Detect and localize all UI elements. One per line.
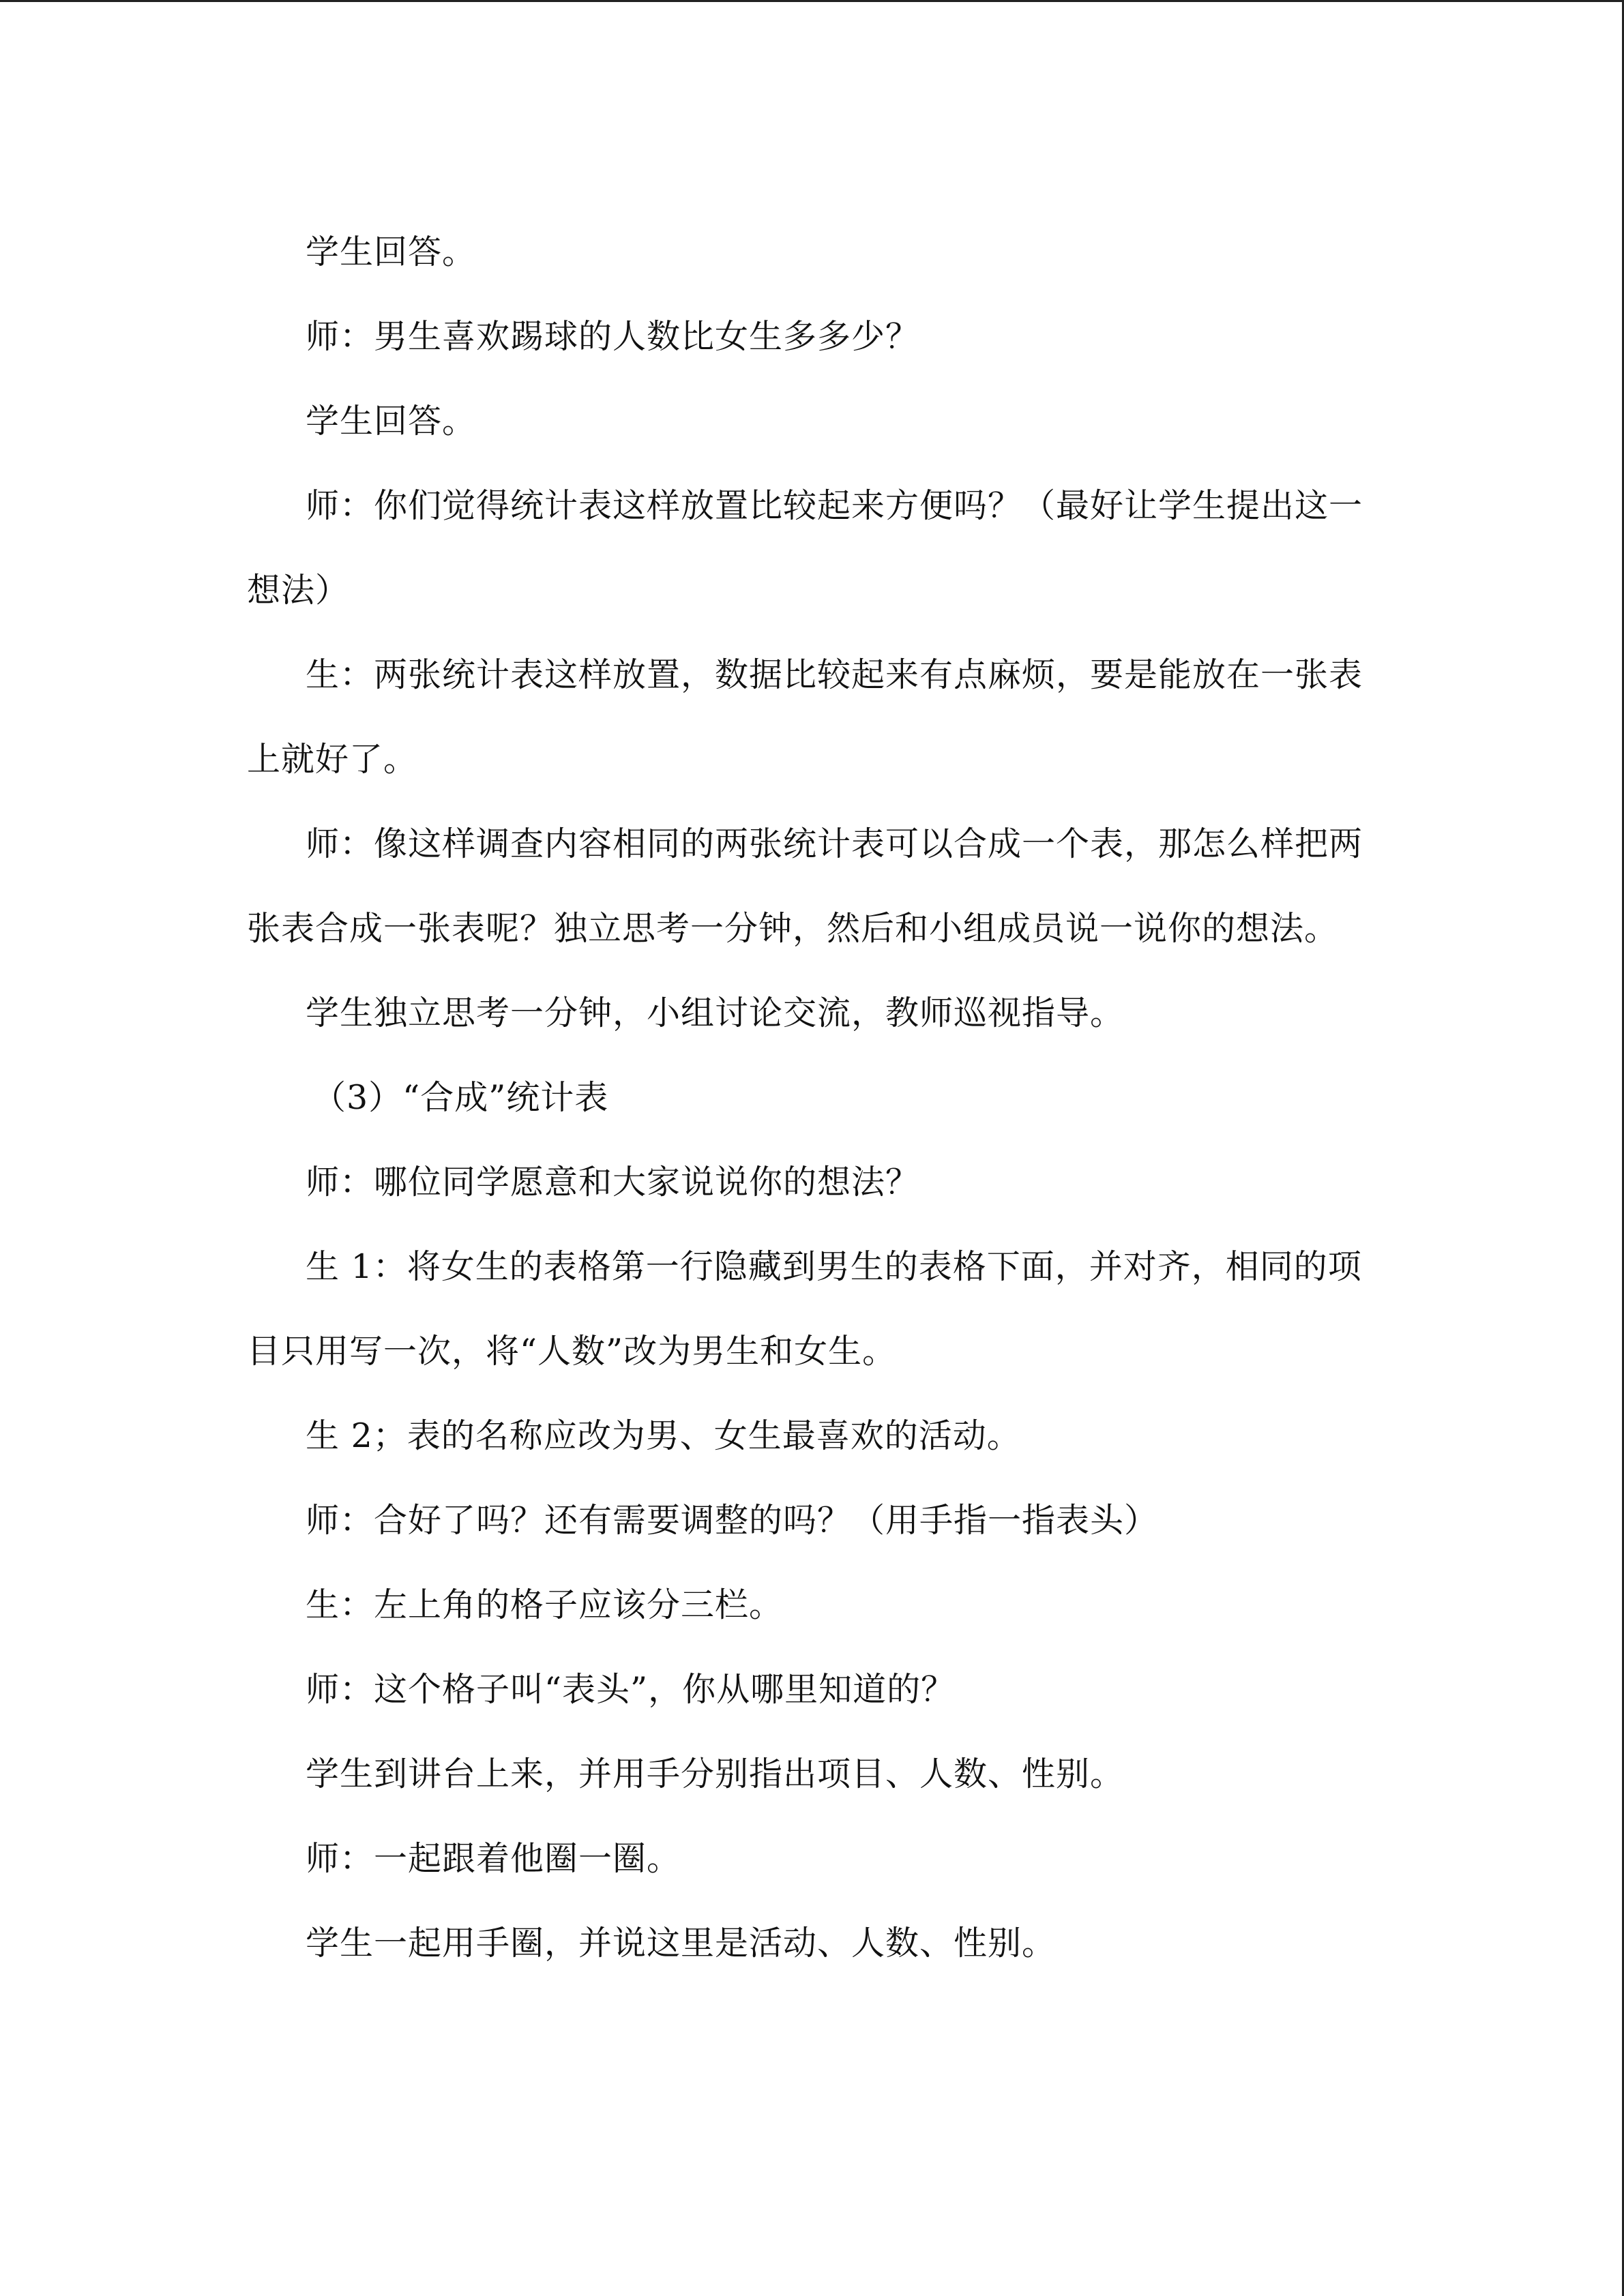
paragraph-student-answer-1: 学生回答。 [306,233,477,271]
paragraph-student-answer-2: 学生回答。 [306,402,477,441]
paragraph-student-2-answer: 生 2；表的名称应改为男、女生最喜欢的活动。 [306,1416,1021,1455]
paragraph-student-1-answer: 生 1：将女生的表格第一行隐藏到男生的表格下面，并对齐，相同的项目只用写一次，将“人数”改为男生和女生。 [247,1247,1362,1371]
paragraph-teacher-circle: 师：一起跟着他圈一圈。 [306,1839,681,1878]
paragraph-teacher-merge-tables: 师：像这样调查内容相同的两张统计表可以合成一个表，那怎么样把两张表合成一张表呢？独立思考一分钟，然后和小组成员说一说你的想法。 [247,824,1363,948]
document-body [247,210,1372,1986]
paragraph-teacher-question-convenience: 师：你们觉得统计表这样放置比较起来方便吗？（最好让学生提出这一想法） [247,486,1363,610]
paragraph-student-three-columns: 生：左上角的格子应该分三栏。 [306,1585,784,1624]
paragraph-student-at-podium: 学生到讲台上来，并用手分别指出项目、人数、性别。 [306,1755,1125,1793]
paragraph-teacher-question-football: 师：男生喜欢踢球的人数比女生多多少？ [306,317,920,356]
section-heading-merge-table: （3）“合成”统计表 [312,1078,609,1117]
paragraph-teacher-table-header: 师：这个格子叫“表头”，你从哪里知道的？ [306,1670,956,1709]
paragraph-group-discussion: 学生独立思考一分钟，小组讨论交流，教师巡视指导。 [306,994,1125,1032]
paragraph-students-circle: 学生一起用手圈，并说这里是活动、人数、性别。 [306,1924,1057,1963]
paragraph-student-two-tables: 生：两张统计表这样放置，数据比较起来有点麻烦，要是能放在一张表上就好了。 [247,655,1363,779]
paragraph-teacher-ask-ideas: 师：哪位同学愿意和大家说说你的想法？ [306,1163,920,1202]
paragraph-teacher-adjust-header: 师：合好了吗？还有需要调整的吗？（用手指一指表头） [306,1501,1159,1540]
